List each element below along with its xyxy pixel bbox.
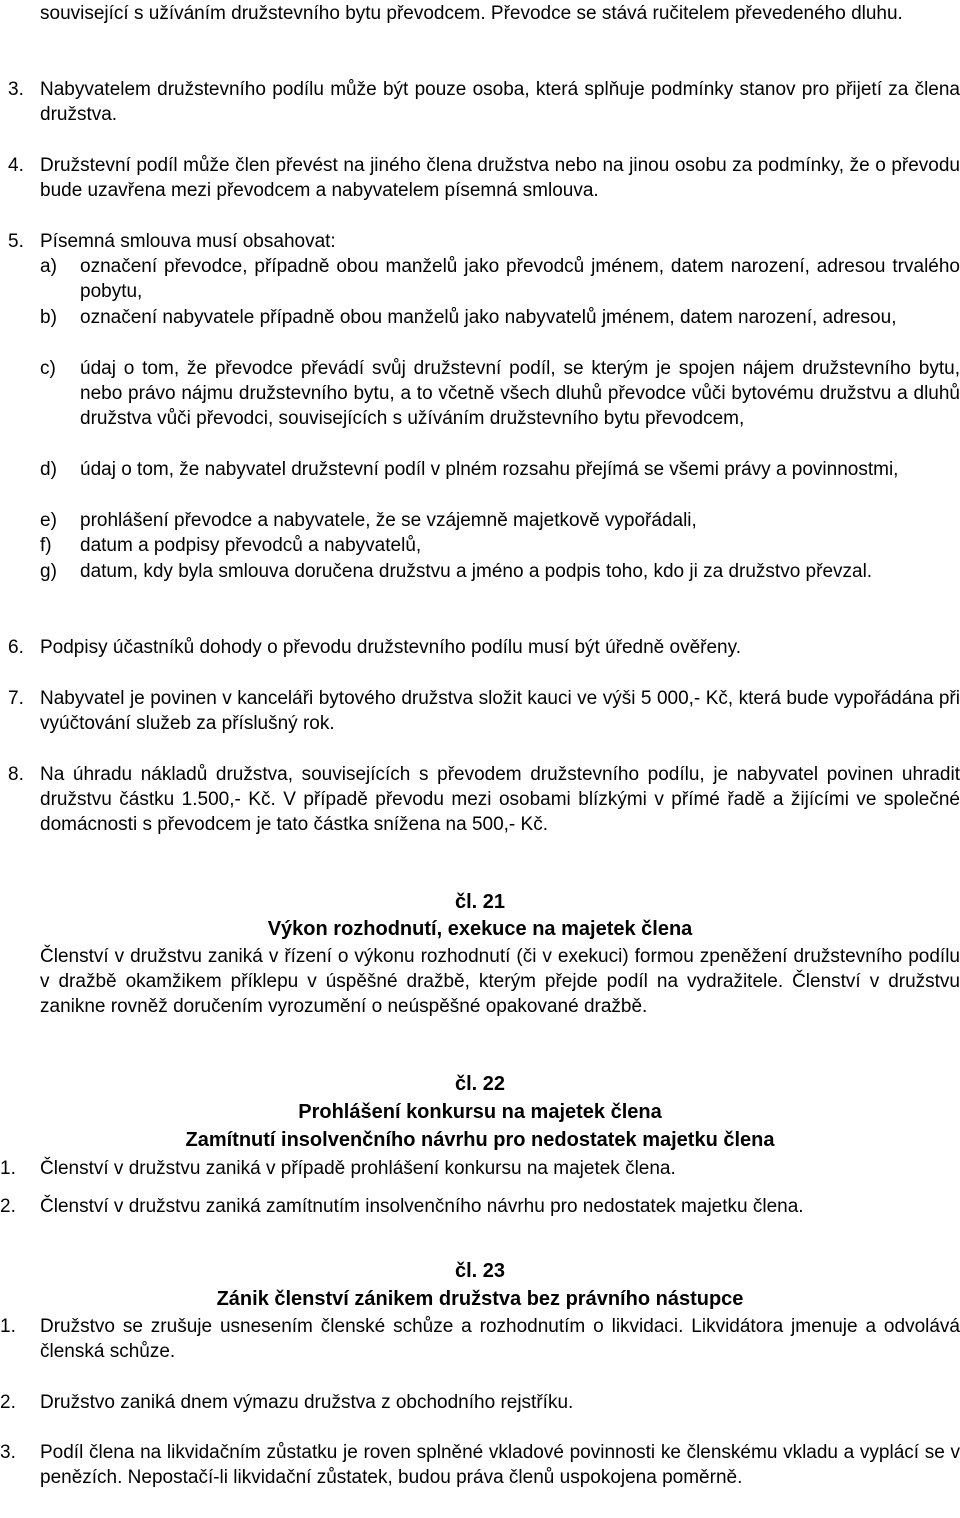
item-text: Na úhradu nákladů družstva, souvisejících s převodem družstevního podílu, je nabyvatel povinen uhradit družstvu částku 1.500,- Kč. V případě převodu mezi osobami blízkými v přímé řadě a žijícími ve společné domácnosti s převodcem je tato částka snížena na 500,- Kč. xyxy=(40,764,960,835)
sub-item-text: údaj o tom, že nabyvatel družstevní podíl v plném rozsahu přejímá se všemi právy a povinnostmi, xyxy=(80,459,899,480)
item-text: Družstvo zaniká dnem výmazu družstva z obchodního rejstříku. xyxy=(40,1392,574,1413)
item-number: 8. xyxy=(8,764,24,785)
item-text: Členství v družstvu zaniká zamítnutím insolvenčního návrhu pro nedostatek majetku člena. xyxy=(40,1196,804,1217)
item-number: 4. xyxy=(8,155,24,176)
item-number: 1. xyxy=(0,1158,16,1179)
item-text: Podpisy účastníků dohody o převodu družstevního podílu musí být úředně ověřeny. xyxy=(40,637,741,658)
article-heading: čl. 21 xyxy=(454,891,506,913)
item-text: Družstevní podíl může člen převést na jiného člena družstva nebo na jinou osobu za podmínky, že o převodu bude uzavřena mezi převodcem a nabyvatelem písemná smlouva. xyxy=(40,155,960,201)
sub-item-text: údaj o tom, že převodce převádí svůj družstevní podíl, se kterým je spojen nájem družstevního bytu, nebo právo nájmu družstevního bytu, a to včetně všech dluhů převodce vůči bytovému družstvu a dluhů družstva vůči převodci, souvisejících s užíváním družstevního bytu převodcem, xyxy=(80,358,960,429)
article-subtitle: Zamítnutí insolvenčního návrhu pro nedostatek majetku člena xyxy=(185,1129,775,1151)
item-number: 3. xyxy=(0,1442,16,1463)
continuation-paragraph: související s užíváním družstevního bytu převodcem. Převodce se stává ručitelem převedeného dluhu. xyxy=(40,3,903,24)
article-title: Zánik členství zánikem družstva bez právního nástupce xyxy=(216,1288,744,1310)
sub-item-text: označení nabyvatele případně obou manželů jako nabyvatelů jménem, datem narození, adresou, xyxy=(80,307,897,328)
item-number: 3. xyxy=(8,79,24,100)
sub-item-label: g) xyxy=(40,561,57,582)
item-text: Podíl člena na likvidačním zůstatku je roven splněné vkladové povinnosti ke členskému vkladu a vyplácí se v penězích. Nepostačí-li likvidační zůstatek, budou práva členů uspokojena poměrně. xyxy=(40,1442,960,1488)
article-paragraph: Členství v družstvu zaniká v řízení o výkonu rozhodnutí (či v exekuci) formou zpeněžení družstevního podílu v dražbě okamžikem příklepu v úspěšné dražbě, kterým přejde podíl na vydražitele. Členství v družstvu zanikne rovněž doručením vyrozumění o neúspěšné opakované dražbě. xyxy=(40,946,960,1017)
item-text: Nabyvatelem družstevního podílu může být pouze osoba, která splňuje podmínky stanov pro přijetí za člena družstva. xyxy=(40,79,960,125)
sub-item-text: označení převodce, případně obou manželů jako převodců jménem, datem narození, adresou trvalého pobytu, xyxy=(80,256,960,302)
sub-item-label: b) xyxy=(40,307,57,328)
item-number: 6. xyxy=(8,637,24,658)
item-number: 2. xyxy=(0,1392,16,1413)
sub-item-text: datum a podpisy převodců a nabyvatelů, xyxy=(80,535,422,556)
sub-item-label: f) xyxy=(40,535,52,556)
item-text: Družstvo se zrušuje usnesením členské schůze a rozhodnutím o likvidaci. Likvidátora jmenuje a odvolává členská schůze. xyxy=(40,1316,960,1362)
article-heading: čl. 22 xyxy=(454,1073,506,1095)
item-number: 5. xyxy=(8,231,24,252)
article-title: Prohlášení konkursu na majetek člena xyxy=(298,1101,662,1123)
item-text: Nabyvatel je povinen v kanceláři bytového družstva složit kauci ve výši 5 000,- Kč, která bude vypořádána při vyúčtování služeb za příslušný rok. xyxy=(40,688,960,734)
sub-item-label: d) xyxy=(40,459,57,480)
sub-item-label: c) xyxy=(40,358,56,379)
item-number: 7. xyxy=(8,688,24,709)
sub-item-label: a) xyxy=(40,256,57,277)
item-text: Písemná smlouva musí obsahovat: xyxy=(40,231,336,252)
sub-item-text: datum, kdy byla smlouva doručena družstvu a jméno a podpis toho, kdo ji za družstvo převzal. xyxy=(80,561,873,582)
item-number: 2. xyxy=(0,1196,16,1217)
item-number: 1. xyxy=(0,1316,16,1337)
item-text: Členství v družstvu zaniká v případě prohlášení konkursu na majetek člena. xyxy=(40,1158,676,1179)
sub-item-label: e) xyxy=(40,510,57,531)
article-title: Výkon rozhodnutí, exekuce na majetek člena xyxy=(267,918,693,940)
sub-item-text: prohlášení převodce a nabyvatele, že se vzájemně majetkově vypořádali, xyxy=(80,510,697,531)
article-heading: čl. 23 xyxy=(454,1260,506,1282)
